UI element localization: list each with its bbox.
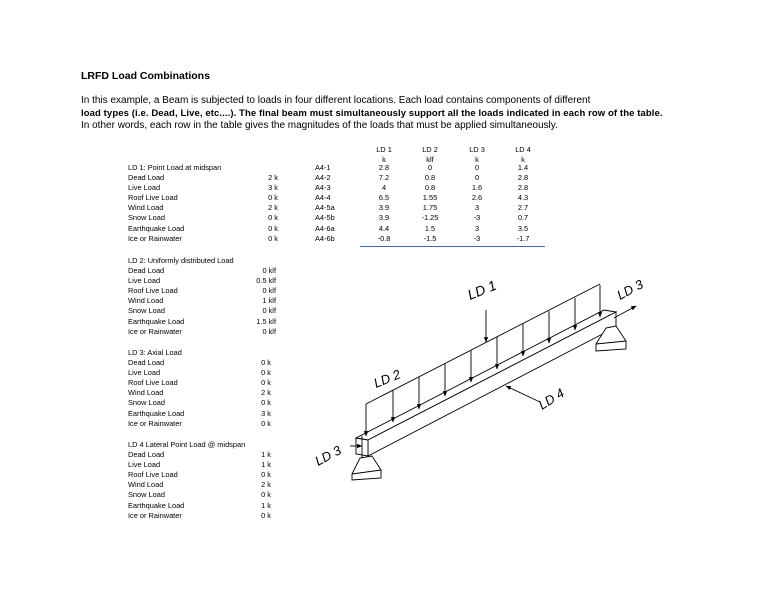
column-unit: k (475, 154, 479, 164)
column-unit: k (521, 154, 525, 164)
table-cell: 2.6 (471, 193, 483, 203)
load-item-name: Wind Load (128, 296, 164, 306)
table-cell: 6.5 (378, 193, 390, 203)
load-block-ld1 (128, 163, 278, 244)
load-item-value: 0 k (261, 418, 271, 428)
table-cell: 7.2 (378, 173, 390, 183)
table-cell: 0.7 (517, 213, 529, 223)
load-item-value: 1 k (261, 460, 271, 470)
load-item-name: Earthquake Load (128, 223, 185, 233)
load-item-name: Live Load (128, 368, 161, 378)
load-item-value: 0 k (261, 470, 271, 480)
load-item-name: Roof Live Load (128, 470, 178, 480)
load-item-name: Live Load (128, 460, 161, 470)
page-title: LRFD Load Combinations (81, 70, 210, 82)
row-label: A4-4 (315, 193, 331, 203)
load-item-name: Snow Load (128, 398, 165, 408)
load-item-value: 0 klf (262, 266, 276, 276)
table-header-ld4 (501, 145, 545, 164)
load-item-name: Live Load (128, 183, 161, 193)
load-item-value: 0 k (261, 490, 271, 500)
table-cell: 0.8 (424, 183, 436, 193)
table-cell: 4 (381, 183, 387, 193)
load-item-name: Snow Load (128, 306, 165, 316)
table-cell: 3.5 (517, 223, 529, 233)
load-item-name: Snow Load (128, 213, 165, 223)
load-item-value: 0 k (268, 193, 278, 203)
beam-diagram (300, 270, 660, 500)
load-heading: LD 3: Axial Load (128, 348, 182, 357)
table-header-ld1 (362, 145, 406, 164)
load-item-value: 0 k (261, 378, 271, 388)
load-block-ld4 (128, 440, 271, 521)
table-column-ld2 (408, 163, 452, 244)
table-header-ld3 (455, 145, 499, 164)
load-item-name: Earthquake Load (128, 408, 185, 418)
table-cell: -1.7 (516, 233, 530, 243)
load-item-value: 0 k (268, 233, 278, 243)
load-item-name: Roof Live Load (128, 286, 178, 296)
load-item-name: Roof Live Load (128, 378, 178, 388)
table-cell: 1.55 (422, 193, 438, 203)
load-item-value: 2 k (268, 203, 278, 213)
load-item-value: 1 k (261, 500, 271, 510)
load-item-value: 0 klf (262, 306, 276, 316)
ld3-left-label: LD 3 (312, 442, 344, 469)
row-label: A4-2 (315, 173, 331, 183)
load-item-value: 2 k (261, 388, 271, 398)
table-cell: 4.3 (517, 193, 529, 203)
load-item-value: 0 k (261, 358, 271, 368)
table-column-ld4 (501, 163, 545, 244)
intro-line-1: In this example, a Beam is subjected to loads in four different locations. Each load contains components of different (81, 95, 591, 106)
load-item-name: Ice or Rainwater (128, 418, 182, 428)
load-item-value: 3 k (268, 183, 278, 193)
table-cell: 2.7 (517, 203, 529, 213)
column-name: LD 3 (469, 145, 485, 154)
load-item-value: 0 klf (262, 286, 276, 296)
row-label: A4-1 (315, 163, 331, 172)
table-column-ld1 (362, 163, 406, 244)
row-label: A4-6a (315, 223, 335, 233)
load-item-value: 1 klf (262, 296, 276, 306)
load-heading: LD 4 Lateral Point Load @ midspan (128, 440, 246, 449)
load-item-name: Ice or Rainwater (128, 233, 182, 243)
table-cell: -0.8 (377, 233, 391, 243)
load-item-name: Dead Load (128, 358, 165, 368)
column-name: LD 1 (376, 145, 392, 154)
load-item-value: 0 k (261, 398, 271, 408)
table-row-labels (315, 163, 355, 244)
table-column-ld3 (455, 163, 499, 244)
table-cell: 2.8 (517, 183, 529, 193)
table-cell: 1.75 (422, 203, 438, 213)
load-heading: LD 2: Uniformly distributed Load (128, 256, 234, 265)
table-cell: 2.8 (378, 163, 390, 172)
row-label: A4-6b (315, 233, 335, 243)
row-label: A4-3 (315, 183, 331, 193)
load-item-value: 0 k (268, 223, 278, 233)
column-name: LD 2 (422, 145, 438, 154)
load-block-ld2 (128, 256, 276, 337)
table-cell: 3.9 (378, 203, 390, 213)
table-cell: 4.4 (378, 223, 390, 233)
table-cell: 0 (427, 163, 433, 172)
column-unit: k (382, 154, 386, 164)
table-cell: 1.6 (471, 183, 483, 193)
intro-line-2: load types (i.e. Dead, Live, etc....). The final beam must simultaneously support all the loads indicated in each row of the table. (81, 108, 663, 119)
load-item-name: Earthquake Load (128, 500, 185, 510)
table-cell: 2.8 (517, 173, 529, 183)
table-cell: 3 (474, 203, 480, 213)
table-cell: 3 (474, 223, 480, 233)
table-cell: -3 (473, 233, 481, 243)
row-label: A4-5b (315, 213, 335, 223)
load-item-value: 2 k (261, 480, 271, 490)
load-item-value: 1 k (261, 450, 271, 460)
load-item-name: Wind Load (128, 203, 164, 213)
load-item-name: Roof Live Load (128, 193, 178, 203)
load-item-name: Dead Load (128, 450, 165, 460)
table-cell: -1.25 (421, 213, 439, 223)
load-block-ld3 (128, 348, 271, 429)
load-item-name: Snow Load (128, 490, 165, 500)
load-item-value: 2 k (268, 173, 278, 183)
load-item-name: Wind Load (128, 480, 164, 490)
load-item-name: Dead Load (128, 266, 165, 276)
table-cell: 0.8 (424, 173, 436, 183)
ld1-label: LD 1 (465, 276, 499, 303)
column-unit: klf (426, 154, 434, 164)
table-cell: -1.5 (423, 233, 437, 243)
table-cell: 1.4 (517, 163, 529, 172)
column-name: LD 4 (515, 145, 531, 154)
load-item-name: Dead Load (128, 173, 165, 183)
intro-line-3: In other words, each row in the table gives the magnitudes of the loads that must be applied simultaneously. (81, 120, 558, 131)
load-item-name: Ice or Rainwater (128, 510, 182, 520)
table-cell: 0 (474, 173, 480, 183)
table-cell: 1.5 (424, 223, 436, 233)
table-header-ld2 (408, 145, 452, 164)
load-item-value: 0 k (261, 510, 271, 520)
load-item-value: 3 k (261, 408, 271, 418)
ld4-label: LD 4 (535, 385, 567, 413)
load-item-name: Wind Load (128, 388, 164, 398)
left-support (352, 456, 381, 480)
ld2-label: LD 2 (371, 366, 403, 391)
load-heading: LD 1: Point Load at midspan (128, 163, 222, 172)
table-cell: 3.9 (378, 213, 390, 223)
table-cell: -3 (473, 213, 481, 223)
load-item-value: 0 k (261, 368, 271, 378)
ld3-right-arrow (614, 306, 636, 318)
load-item-value: 0.5 klf (256, 276, 276, 286)
row-label: A4-5a (315, 203, 335, 213)
load-item-value: 0 klf (262, 326, 276, 336)
load-item-name: Earthquake Load (128, 316, 185, 326)
table-bottom-rule (360, 246, 545, 247)
load-item-name: Ice or Rainwater (128, 326, 182, 336)
load-item-value: 1.5 klf (256, 316, 276, 326)
load-item-name: Live Load (128, 276, 161, 286)
load-item-value: 0 k (268, 213, 278, 223)
ld3-right-label: LD 3 (614, 276, 646, 303)
table-cell: 0 (474, 163, 480, 172)
